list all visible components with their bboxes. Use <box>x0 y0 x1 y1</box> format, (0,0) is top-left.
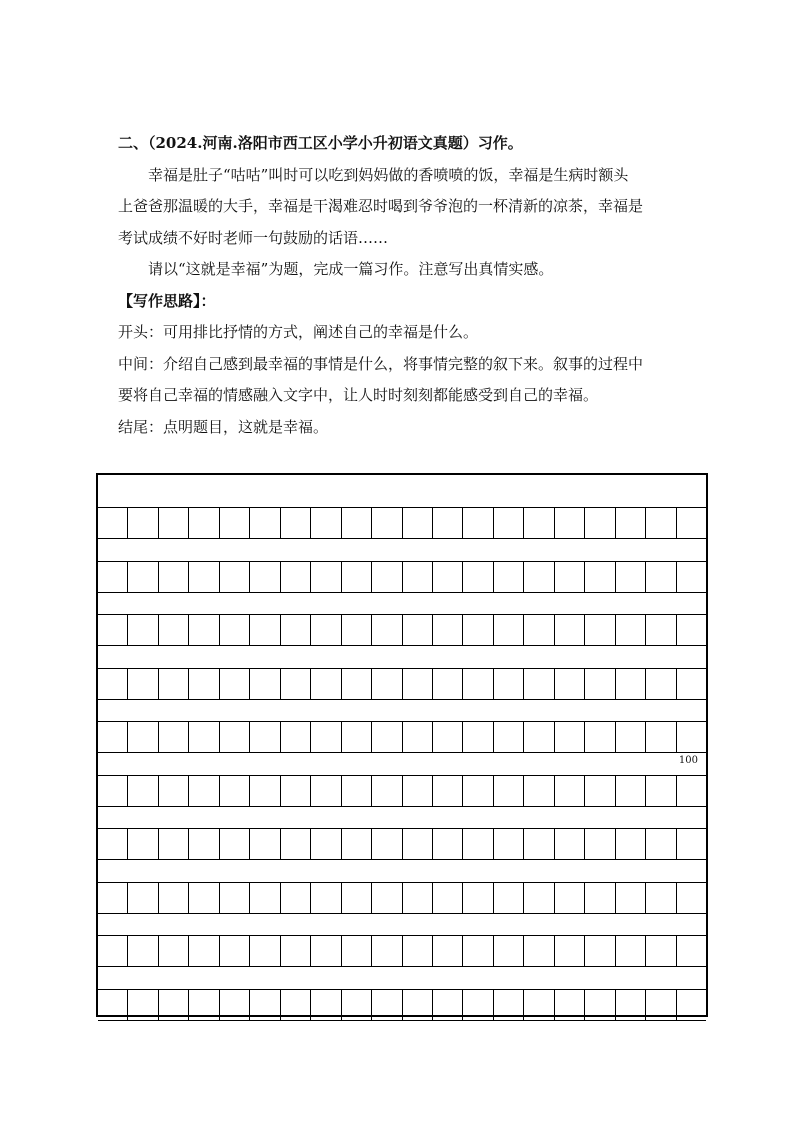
grid-cell <box>281 829 311 859</box>
grid-cell <box>311 776 341 806</box>
grid-cell <box>311 669 341 699</box>
grid-cell <box>159 562 189 592</box>
grid-cell <box>555 615 585 645</box>
grid-cell <box>433 829 463 859</box>
grid-cell <box>281 722 311 752</box>
grid-cell <box>372 508 402 538</box>
grid-cell <box>616 990 646 1020</box>
grid-cell <box>585 562 615 592</box>
grid-cell <box>342 883 372 913</box>
grid-cell <box>311 990 341 1020</box>
grid-cell <box>311 508 341 538</box>
grid-cell <box>189 508 219 538</box>
grid-cell <box>311 883 341 913</box>
grid-cell <box>677 936 706 966</box>
grid-cell <box>433 990 463 1020</box>
grid-row <box>98 721 706 753</box>
grid-row <box>98 614 706 646</box>
grid-cell <box>311 722 341 752</box>
grid-cell <box>677 776 706 806</box>
grid-cell <box>463 722 493 752</box>
grid-cell <box>128 562 158 592</box>
grid-cell <box>98 776 128 806</box>
grid-cell <box>494 883 524 913</box>
grid-cell <box>250 615 280 645</box>
grid-cell <box>159 829 189 859</box>
grid-cell <box>524 990 554 1020</box>
grid-cell <box>646 722 676 752</box>
instruction: 请以“这就是幸福”为题，完成一篇习作。注意写出真情实感。 <box>148 260 554 278</box>
grid-cell <box>403 669 433 699</box>
grid-cell <box>220 776 250 806</box>
grid-cell <box>189 669 219 699</box>
grid-cell <box>128 615 158 645</box>
grid-cell <box>372 990 402 1020</box>
grid-cell <box>342 722 372 752</box>
grid-cell <box>281 776 311 806</box>
grid-cell <box>220 508 250 538</box>
grid-row <box>98 561 706 593</box>
grid-cell <box>524 776 554 806</box>
grid-cell <box>463 936 493 966</box>
grid-cell <box>616 722 646 752</box>
grid-cell <box>220 669 250 699</box>
grid-cell <box>646 615 676 645</box>
grid-cell <box>189 615 219 645</box>
grid-cell <box>403 883 433 913</box>
grid-cell <box>98 669 128 699</box>
grid-cell <box>524 936 554 966</box>
grid-cell <box>159 936 189 966</box>
character-count-marker: 100 <box>678 755 698 766</box>
grid-cell <box>433 562 463 592</box>
grid-cell <box>372 615 402 645</box>
prompt-line-2: 上爸爸那温暖的大手，幸福是干渴难忍时喝到爷爷泡的一杯清新的凉茶，幸福是 <box>118 197 644 215</box>
grid-cell <box>372 669 402 699</box>
grid-cell <box>220 829 250 859</box>
grid-cell <box>585 936 615 966</box>
question-text <box>118 128 688 443</box>
grid-cell <box>555 508 585 538</box>
grid-cell <box>98 936 128 966</box>
grid-cell <box>433 722 463 752</box>
grid-cell <box>250 776 280 806</box>
grid-row <box>98 775 706 807</box>
grid-cell <box>159 615 189 645</box>
grid-cell <box>524 508 554 538</box>
grid-cell <box>433 615 463 645</box>
grid-cell <box>250 508 280 538</box>
grid-cell <box>555 883 585 913</box>
grid-cell <box>677 615 706 645</box>
grid-cell <box>494 615 524 645</box>
grid-cell <box>555 829 585 859</box>
grid-cell <box>646 829 676 859</box>
grid-cell <box>585 776 615 806</box>
grid-cell <box>555 669 585 699</box>
grid-cell <box>98 990 128 1020</box>
grid-row <box>98 668 706 700</box>
grid-cell <box>677 829 706 859</box>
grid-cell <box>220 615 250 645</box>
grid-row <box>98 989 706 1021</box>
grid-cell <box>98 722 128 752</box>
tip-middle-1: 中间：介绍自己感到最幸福的事情是什么，将事情完整的叙下来。叙事的过程中 <box>118 354 644 373</box>
grid-cell <box>463 508 493 538</box>
tip-ending: 结尾：点明题目，这就是幸福。 <box>118 417 329 436</box>
grid-cell <box>159 883 189 913</box>
grid-cell <box>677 722 706 752</box>
grid-cell <box>494 936 524 966</box>
grid-cell <box>311 936 341 966</box>
tip-opening: 开头：可用排比抒情的方式，阐述自己的幸福是什么。 <box>118 323 479 341</box>
grid-cell <box>128 936 158 966</box>
grid-cell <box>555 936 585 966</box>
grid-cell <box>311 562 341 592</box>
grid-cell <box>159 722 189 752</box>
grid-cell <box>524 722 554 752</box>
grid-cell <box>494 722 524 752</box>
grid-cell <box>189 883 219 913</box>
grid-cell <box>463 562 493 592</box>
grid-cell <box>403 936 433 966</box>
grid-cell <box>616 669 646 699</box>
grid-cell <box>555 776 585 806</box>
grid-cell <box>250 990 280 1020</box>
grid-cell <box>463 990 493 1020</box>
grid-cell <box>646 562 676 592</box>
grid-cell <box>494 562 524 592</box>
grid-cell <box>372 562 402 592</box>
grid-cell <box>463 883 493 913</box>
grid-cell <box>159 508 189 538</box>
grid-cell <box>281 936 311 966</box>
grid-row <box>98 828 706 860</box>
grid-cell <box>646 990 676 1020</box>
grid-cell <box>616 562 646 592</box>
grid-cell <box>403 562 433 592</box>
grid-cell <box>555 990 585 1020</box>
grid-cell <box>646 776 676 806</box>
grid-cell <box>677 669 706 699</box>
grid-cell <box>128 722 158 752</box>
grid-cell <box>189 562 219 592</box>
grid-cell <box>403 776 433 806</box>
grid-cell <box>159 776 189 806</box>
grid-cell <box>372 883 402 913</box>
grid-cell <box>646 508 676 538</box>
grid-cell <box>128 990 158 1020</box>
grid-cell <box>281 883 311 913</box>
grid-cell <box>524 829 554 859</box>
grid-cell <box>433 508 463 538</box>
grid-cell <box>372 776 402 806</box>
grid-cell <box>463 776 493 806</box>
grid-cell <box>250 562 280 592</box>
grid-cell <box>616 883 646 913</box>
grid-cell <box>494 776 524 806</box>
grid-cell <box>646 936 676 966</box>
grid-cell <box>372 722 402 752</box>
grid-cell <box>463 829 493 859</box>
grid-cell <box>585 829 615 859</box>
grid-cell <box>585 508 615 538</box>
grid-cell <box>128 883 158 913</box>
grid-cell <box>250 669 280 699</box>
grid-cell <box>342 990 372 1020</box>
grid-row <box>98 882 706 914</box>
prompt-line-3: 考试成绩不好时老师一句鼓励的话语…… <box>118 228 389 247</box>
grid-cell <box>189 990 219 1020</box>
grid-cell <box>585 669 615 699</box>
grid-cell <box>189 776 219 806</box>
grid-cell <box>677 990 706 1020</box>
grid-cell <box>524 562 554 592</box>
grid-cell <box>311 615 341 645</box>
grid-cell <box>128 776 158 806</box>
grid-cell <box>616 936 646 966</box>
tip-middle-2: 要将自己幸福的情感融入文字中，让人时时刻刻都能感受到自己的幸福。 <box>118 386 599 404</box>
grid-cell <box>494 829 524 859</box>
grid-cell <box>555 722 585 752</box>
grid-cell <box>585 722 615 752</box>
grid-cell <box>98 562 128 592</box>
grid-cell <box>311 829 341 859</box>
grid-cell <box>220 990 250 1020</box>
grid-cell <box>342 829 372 859</box>
grid-cell <box>616 508 646 538</box>
grid-cell <box>433 883 463 913</box>
writing-grid <box>96 473 708 1017</box>
grid-cell <box>220 722 250 752</box>
grid-cell <box>342 936 372 966</box>
grid-cell <box>403 829 433 859</box>
grid-cell <box>250 936 280 966</box>
grid-row <box>98 935 706 967</box>
grid-cell <box>585 883 615 913</box>
grid-cell <box>616 776 646 806</box>
grid-cell <box>463 615 493 645</box>
grid-cell <box>463 669 493 699</box>
grid-cell <box>433 776 463 806</box>
grid-cell <box>403 990 433 1020</box>
grid-cell <box>281 615 311 645</box>
grid-cell <box>342 615 372 645</box>
grid-cell <box>189 829 219 859</box>
grid-cell <box>524 883 554 913</box>
grid-cell <box>220 883 250 913</box>
grid-cell <box>433 936 463 966</box>
grid-cell <box>342 776 372 806</box>
grid-cell <box>372 936 402 966</box>
grid-cell <box>281 990 311 1020</box>
grid-cell <box>616 615 646 645</box>
grid-cell <box>646 883 676 913</box>
grid-cell <box>159 669 189 699</box>
grid-row <box>98 507 706 539</box>
grid-cell <box>494 669 524 699</box>
writing-tips-heading: 【写作思路】： <box>118 291 216 310</box>
grid-cell <box>281 669 311 699</box>
question-title: 二、（2024.河南.洛阳市西工区小学小升初语文真题）习作。 <box>118 134 523 152</box>
grid-cell <box>220 936 250 966</box>
grid-cell <box>128 669 158 699</box>
grid-cell <box>220 562 250 592</box>
grid-cell <box>250 883 280 913</box>
grid-cell <box>342 562 372 592</box>
grid-cell <box>128 508 158 538</box>
grid-cell <box>524 615 554 645</box>
grid-cell <box>372 829 402 859</box>
grid-cell <box>555 562 585 592</box>
grid-cell <box>524 669 554 699</box>
grid-cell <box>677 883 706 913</box>
grid-cell <box>433 669 463 699</box>
grid-cell <box>646 669 676 699</box>
grid-cell <box>98 508 128 538</box>
grid-cell <box>189 722 219 752</box>
grid-cell <box>585 990 615 1020</box>
grid-cell <box>189 936 219 966</box>
grid-cell <box>494 990 524 1020</box>
grid-cell <box>616 829 646 859</box>
grid-cell <box>250 722 280 752</box>
grid-cell <box>128 829 158 859</box>
grid-cell <box>677 508 706 538</box>
grid-cell <box>281 508 311 538</box>
prompt-line-1: 幸福是肚子“咕咕”叫时可以吃到妈妈做的香喷喷的饭，幸福是生病时额头 <box>148 165 629 184</box>
grid-cell <box>98 883 128 913</box>
grid-cell <box>403 722 433 752</box>
grid-cell <box>98 615 128 645</box>
grid-cell <box>677 562 706 592</box>
grid-cell <box>250 829 280 859</box>
grid-cell <box>403 508 433 538</box>
grid-cell <box>281 562 311 592</box>
grid-cell <box>342 508 372 538</box>
grid-cell <box>159 990 189 1020</box>
grid-cell <box>342 669 372 699</box>
grid-cell <box>585 615 615 645</box>
grid-cell <box>98 829 128 859</box>
grid-cell <box>403 615 433 645</box>
grid-cell <box>494 508 524 538</box>
